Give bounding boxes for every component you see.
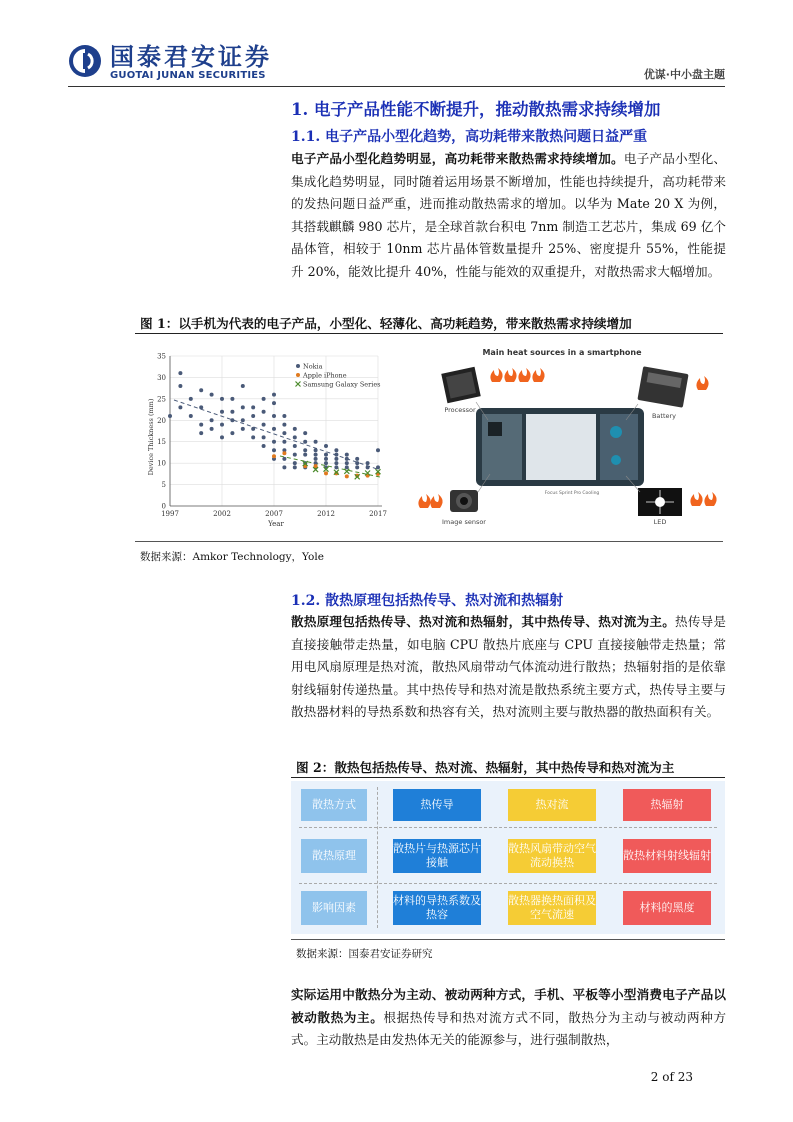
point-nokia (178, 405, 182, 409)
point-nokia (210, 393, 214, 397)
image-sensor-icon (450, 490, 478, 512)
point-nokia (303, 431, 307, 435)
figure-1-title: 图 1：以手机为代表的电子产品，小型化、轻薄化、高功耗趋势，带来散热需求持续增加 (140, 316, 632, 331)
section-1-1-lead: 电子产品小型化趋势明显，高功耗带来散热需求持续增加。 (291, 151, 624, 166)
point-nokia (199, 388, 203, 392)
point-nokia (314, 457, 318, 461)
point-nokia (272, 448, 276, 452)
y-tick-label: 35 (157, 352, 166, 361)
point-nokia (168, 414, 172, 418)
point-nokia (230, 397, 234, 401)
point-nokia (178, 371, 182, 375)
section-1-title: 1. 电子产品性能不断提升，推动散热需求持续增加 (291, 100, 661, 119)
y-tick-label: 10 (157, 459, 166, 468)
point-nokia (262, 410, 266, 414)
point-nokia (324, 453, 328, 457)
point-apple-iphone (272, 454, 276, 458)
point-nokia (241, 418, 245, 422)
y-tick-label: 0 (161, 502, 166, 511)
point-nokia (293, 427, 297, 431)
point-nokia (220, 397, 224, 401)
point-nokia (262, 444, 266, 448)
guotai-junan-logo-icon (68, 44, 102, 78)
point-nokia (272, 440, 276, 444)
point-nokia (251, 414, 255, 418)
point-nokia (272, 427, 276, 431)
section-1-2-title: 1.2. 散热原理包括热传导、热对流和热辐射 (291, 593, 564, 609)
row-label-factors: 影响因素 (301, 891, 367, 925)
point-nokia (241, 405, 245, 409)
point-apple-iphone (324, 471, 328, 475)
figure-2-top-rule (291, 777, 725, 778)
row-label-principle: 散热原理 (301, 839, 367, 873)
battery-label: Battery (651, 412, 677, 420)
y-tick-label: 30 (157, 373, 166, 382)
point-nokia (230, 410, 234, 414)
section-1-2-paragraph (291, 611, 726, 724)
point-nokia (293, 461, 297, 465)
point-nokia (324, 444, 328, 448)
point-apple-iphone (345, 474, 349, 478)
chart-x-axis-label: Year (268, 520, 284, 528)
point-nokia (251, 435, 255, 439)
point-nokia (189, 397, 193, 401)
point-nokia (272, 401, 276, 405)
figure-1-source: 数据来源：Amkor Technology，Yole (140, 551, 324, 563)
figure-2-bottom-rule (291, 939, 725, 940)
point-nokia (334, 457, 338, 461)
table-row-divider (299, 827, 717, 828)
point-nokia (282, 414, 286, 418)
point-nokia (199, 423, 203, 427)
point-nokia (282, 423, 286, 427)
figure-1-top-rule (135, 333, 723, 334)
point-nokia (230, 418, 234, 422)
point-nokia (293, 465, 297, 469)
figure-2-title: 图 2：散热包括热传导、热对流、热辐射，其中热传导和热对流为主 (296, 760, 675, 775)
point-nokia (293, 453, 297, 457)
point-nokia (303, 440, 307, 444)
point-nokia (334, 465, 338, 469)
device-thickness-chart (140, 342, 390, 532)
point-nokia (189, 414, 193, 418)
phone-image-title: Main heat sources in a smartphone (482, 348, 642, 357)
point-nokia (345, 453, 349, 457)
table-column-divider (377, 787, 378, 928)
chart-y-axis-label: Device Thickness (mm) (147, 398, 155, 476)
point-nokia (303, 453, 307, 457)
point-nokia (355, 461, 359, 465)
page-number: 2 of 23 (650, 1070, 693, 1084)
led-icon (638, 488, 682, 516)
point-nokia (251, 405, 255, 409)
phone-board-caption: Focus Sprint Pro Cooling (544, 491, 600, 496)
point-nokia (282, 431, 286, 435)
cell-radiation-method: 热辐射 (623, 789, 711, 821)
point-nokia (210, 427, 214, 431)
y-tick-label: 15 (157, 438, 166, 447)
figure-1-bottom-rule (135, 541, 723, 542)
smartphone-heat-sources-image (402, 342, 722, 532)
point-nokia (293, 444, 297, 448)
legend-marker (296, 364, 300, 368)
point-nokia (220, 410, 224, 414)
point-nokia (241, 427, 245, 431)
point-nokia (220, 435, 224, 439)
closing-lead: 实际运用中散热分为主动、被动两种方式，手机、平板等小型消费电子产品以被动散热为主。 (291, 987, 726, 1025)
point-nokia (262, 423, 266, 427)
point-nokia (314, 440, 318, 444)
page-header (0, 0, 793, 90)
point-nokia (376, 465, 380, 469)
point-nokia (345, 461, 349, 465)
point-nokia (345, 465, 349, 469)
point-nokia (262, 435, 266, 439)
point-nokia (210, 418, 214, 422)
cell-convection-factors: 散热器换热面积及空气流速 (508, 891, 596, 925)
figure-2-source: 数据来源：国泰君安证券研究 (296, 948, 433, 960)
y-tick-label: 20 (157, 416, 166, 425)
point-nokia (282, 465, 286, 469)
point-nokia (376, 448, 380, 452)
table-row-divider (299, 883, 717, 884)
point-nokia (272, 393, 276, 397)
cell-convection-principle: 散热风扇带动空气流动换热 (508, 839, 596, 873)
logo-text-cn: 国泰君安证券 (110, 43, 272, 71)
processor-label: Processor (444, 406, 476, 414)
image-sensor-label: Image sensor (442, 518, 486, 526)
row-label-method: 散热方式 (301, 789, 367, 821)
section-1-2-body: 热传导是直接接触带走热量，如电脑 CPU 散热片底座与 CPU 直接接触带走热量；常用电风扇原理是热对流，散热风扇带动气体流动进行散热；热辐射指的是依靠射线辐射传递热量。其中热传导和热对流是散热系统主要方式，热传导主要与散热器材料的导热系数和热容有关，热对流则主要与散热器的散热面积有关。 (291, 614, 727, 719)
x-tick-label: 2012 (317, 510, 335, 518)
point-nokia (314, 448, 318, 452)
point-apple-iphone (282, 451, 286, 455)
legend-label: Nokia (303, 362, 323, 371)
point-nokia (355, 457, 359, 461)
point-nokia (251, 427, 255, 431)
point-nokia (324, 461, 328, 465)
phone-internal-board (476, 408, 644, 486)
x-tick-label: 2007 (265, 510, 283, 518)
report-series-label: 优谋·中小盘主题 (643, 68, 725, 81)
point-nokia (314, 453, 318, 457)
section-1-1-paragraph (291, 148, 726, 283)
point-nokia (293, 435, 297, 439)
point-nokia (334, 461, 338, 465)
point-nokia (262, 397, 266, 401)
legend-label: Samsung Galaxy Series (303, 380, 381, 389)
led-label: LED (653, 518, 667, 526)
y-tick-label: 5 (161, 481, 166, 490)
point-nokia (220, 423, 224, 427)
logo-text-en: GUOTAI JUNAN SECURITIES (110, 70, 266, 81)
point-nokia (230, 431, 234, 435)
header-divider (68, 86, 725, 87)
x-tick-label: 1997 (161, 510, 179, 518)
point-nokia (241, 384, 245, 388)
point-nokia (303, 448, 307, 452)
heat-dissipation-table (291, 781, 725, 934)
section-1-2-lead: 散热原理包括热传导、热对流和热辐射，其中热传导、热对流为主。 (291, 614, 676, 629)
point-nokia (272, 414, 276, 418)
closing-body: 根据热传导和热对流方式不同，散热分为主动与被动两种方式。主动散热是由发热体无关的能源参与，进行强制散热， (291, 1009, 727, 1047)
y-tick-label: 25 (157, 395, 166, 404)
point-nokia (334, 448, 338, 452)
cell-conduction-method: 热传导 (393, 789, 481, 821)
closing-paragraph (291, 984, 726, 1052)
point-nokia (366, 461, 370, 465)
point-nokia (366, 465, 370, 469)
point-nokia (355, 465, 359, 469)
cell-conduction-factors: 材料的导热系数及热容 (393, 891, 481, 925)
point-nokia (282, 457, 286, 461)
cell-convection-method: 热对流 (508, 789, 596, 821)
point-nokia (178, 384, 182, 388)
point-nokia (282, 440, 286, 444)
point-nokia (199, 431, 203, 435)
point-nokia (324, 457, 328, 461)
cell-radiation-factors: 材料的黑度 (623, 891, 711, 925)
point-nokia (345, 457, 349, 461)
legend-label: Apple iPhone (303, 371, 347, 380)
section-1-1-title: 1.1. 电子产品小型化趋势，高功耗带来散热问题日益严重 (291, 129, 648, 145)
x-tick-label: 2017 (369, 510, 387, 518)
legend-marker (296, 373, 300, 377)
x-tick-label: 2002 (213, 510, 231, 518)
point-nokia (334, 453, 338, 457)
section-1-1-body: 电子产品小型化、集成化趋势明显，同时随着运用场景不断增加，性能也持续提升，高功耗带来的发热问题日益严重，进而推动散热需求的增加。以华为 Mate 20 X 为例，其搭载麒麟 980 芯片，是全球首款台积电 7nm 制造工艺芯片，集成 69 亿个晶体管，相较于 10nm 芯片晶体管数量提升 25%、密度提升 55%，性能提升 20%，能效比提升 40%，性能与能效的双重提升，对散热需求大幅增加。 (291, 151, 727, 279)
cell-radiation-principle: 散热材料射线辐射 (623, 839, 711, 873)
point-nokia (199, 405, 203, 409)
cell-conduction-principle: 散热片与热源芯片接触 (393, 839, 481, 873)
